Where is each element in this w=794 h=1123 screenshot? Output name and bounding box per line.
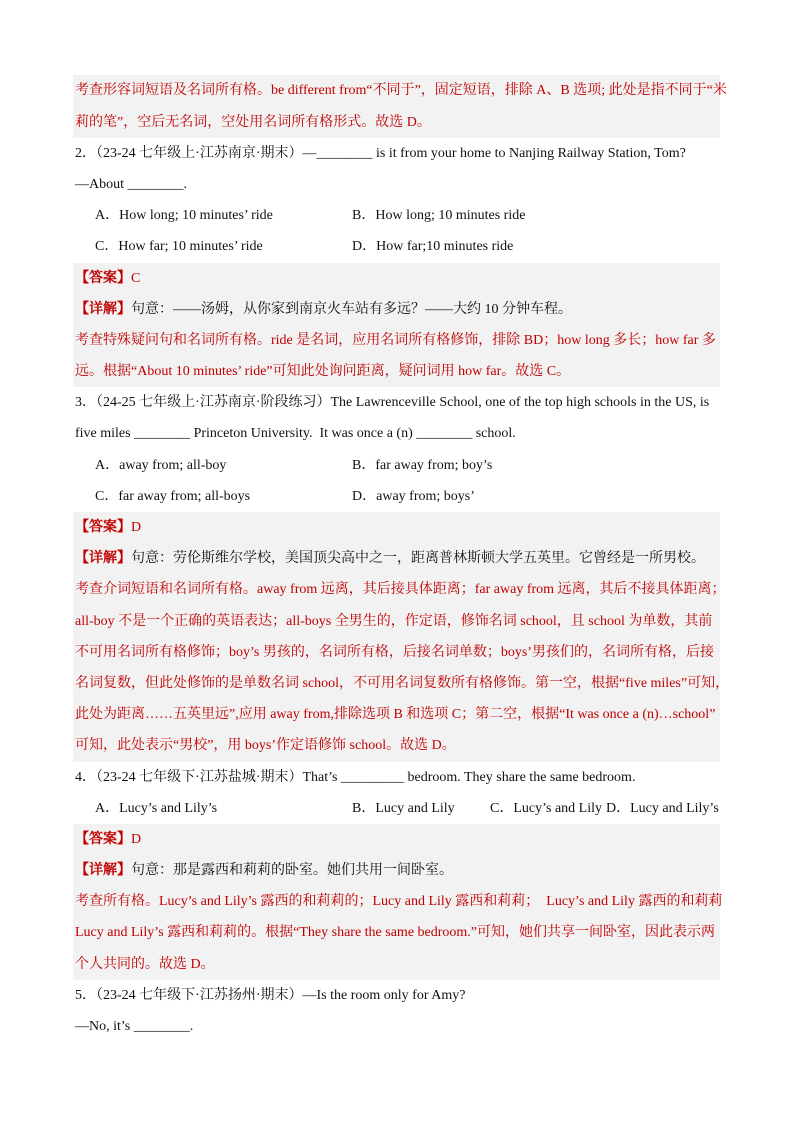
option-d <box>606 793 719 824</box>
question-text-line: —About ________. <box>75 176 187 192</box>
option-d <box>352 231 513 262</box>
question-4 <box>75 762 720 824</box>
question-number: 5． <box>75 987 96 1003</box>
question-text: —________ is it from your home to Nanjing Railway Station, Tom? <box>302 145 686 161</box>
detail-text: 句意：那是露西和莉莉的卧室。她们共用一间卧室。 <box>131 863 453 879</box>
option-b <box>352 200 525 231</box>
answer-label: 【答案】 <box>75 520 131 536</box>
option-letter: D． <box>352 488 377 504</box>
analysis-line: 不可用名词所有格修饰；boy’s 男孩的，名词所有格，后接名词单数；boys’男孩们的，名词所有格，后接 <box>75 644 714 660</box>
analysis-line: 可知，此处表示“男校”，用 boys’作定语修饰 school。故选 D。 <box>75 738 456 754</box>
question-source: （24-25 七年级上·江苏南京·阶段练习） <box>96 395 331 411</box>
option-c <box>490 793 602 824</box>
question-text: The Lawrenceville School, one of the top high schools in the US, is <box>330 395 710 411</box>
question-number: 4． <box>75 769 96 785</box>
option-text: far away from; all-boys <box>118 488 251 504</box>
option-b <box>352 450 492 481</box>
detail-line <box>75 294 720 325</box>
option-letter: B． <box>352 800 376 816</box>
question-number: 3． <box>75 395 96 411</box>
option-letter: D． <box>352 239 377 255</box>
question-2 <box>75 138 720 263</box>
detail-line <box>75 855 720 886</box>
option-text: How far; 10 minutes’ ride <box>118 239 263 255</box>
detail-label: 【详解】 <box>75 551 131 567</box>
question-5 <box>75 980 720 1042</box>
explanation-box-q4 <box>73 824 723 980</box>
option-letter: C． <box>490 800 514 816</box>
explanation-box-q1 <box>73 75 727 137</box>
question-source: （23-24 七年级下·江苏盐城·期末） <box>96 769 303 785</box>
option-letter: C． <box>95 488 119 504</box>
option-letter: D． <box>606 800 631 816</box>
detail-line <box>75 543 720 574</box>
option-text: Lucy’s and Lily’s <box>119 800 218 816</box>
option-a <box>95 200 273 231</box>
question-stem <box>75 138 720 169</box>
option-text: far away from; boy’s <box>375 457 493 473</box>
option-c <box>95 481 250 512</box>
analysis-line: 考查介词短语和名词所有格。away from 远离，其后接具体距离；far away from 远离，其后不接具体距离； <box>75 582 726 598</box>
option-text: How long; 10 minutes ride <box>375 208 526 224</box>
option-text: Lucy and Lily <box>375 800 455 816</box>
options-row <box>75 481 720 512</box>
answer-value: C <box>131 270 141 286</box>
option-text: Lucy and Lily’s <box>630 800 719 816</box>
analysis-line: 莉的笔”，空后无名词，空处用名词所有格形式。故选 D。 <box>75 114 431 130</box>
detail-label: 【详解】 <box>75 863 131 879</box>
question-text-line: five miles ________ Princeton University. It was once a (n) ________ school. <box>75 426 516 442</box>
option-letter: C． <box>95 239 119 255</box>
question-number: 2． <box>75 145 96 161</box>
question-text-line: —No, it’s ________. <box>75 1019 194 1035</box>
question-text: That’s _________ bedroom. They share the same bedroom. <box>302 769 636 785</box>
option-a <box>95 793 217 824</box>
explanation-box-q2 <box>73 263 720 388</box>
analysis-line: 远。根据“About 10 minutes’ ride”可知此处询问距离，疑问词用 how far。故选 C。 <box>75 364 571 380</box>
detail-text: 句意：劳伦斯维尔学校，美国顶尖高中之一，距离普林斯顿大学五英里。它曾经是一所男校。 <box>131 551 705 567</box>
question-source: （23-24 七年级上·江苏南京·期末） <box>96 145 303 161</box>
options-row <box>75 231 720 262</box>
option-text: How far;10 minutes ride <box>376 239 514 255</box>
question-source: （23-24 七年级下·江苏扬州·期末） <box>96 987 303 1003</box>
question-text: —Is the room only for Amy? <box>302 987 466 1003</box>
option-text: Lucy’s and Lily <box>513 800 602 816</box>
question-stem <box>75 980 720 1011</box>
option-letter: A． <box>95 800 120 816</box>
analysis-line: Lucy and Lily’s 露西和莉莉的。根据“They share the same bedroom.”可知，她们共享一间卧室，因此表示两 <box>75 925 716 941</box>
answer-line <box>75 263 720 294</box>
analysis-line: 名词复数，但此处修饰的是单数名词 school，不可用名词复数所有格修饰。第一空，根据“five miles”可知， <box>75 675 730 691</box>
option-letter: B． <box>352 457 376 473</box>
option-text: away from; boys’ <box>376 488 475 504</box>
analysis-line: 个人共同的。故选 D。 <box>75 956 215 972</box>
question-3 <box>75 387 720 512</box>
analysis-line: 考查形容词短语及名词所有格。be different from“不同于”，固定短语，排除 A、B 选项; 此处是指不同于“米 <box>75 83 727 99</box>
answer-label: 【答案】 <box>75 831 131 847</box>
answer-value: D <box>131 520 142 536</box>
option-letter: B． <box>352 208 376 224</box>
analysis-line: 考查特殊疑问句和名词所有格。ride 是名词，应用名词所有格修饰，排除 BD；how long 多长；how far 多 <box>75 332 716 348</box>
analysis-line: 此处为距离……五英里远”,应用 away from,排除选项 B 和选项 C；第二空，根据“It was once a (n)…school” <box>75 707 716 723</box>
option-letter: A． <box>95 208 120 224</box>
answer-line <box>75 824 720 855</box>
options-row <box>75 200 720 231</box>
option-a <box>95 450 226 481</box>
question-stem <box>75 762 720 793</box>
options-row <box>75 793 720 824</box>
answer-line <box>75 512 720 543</box>
option-c <box>95 231 263 262</box>
option-b <box>352 793 455 824</box>
detail-label: 【详解】 <box>75 301 131 317</box>
option-text: away from; all-boy <box>119 457 227 473</box>
answer-value: D <box>131 831 142 847</box>
option-letter: A． <box>95 457 120 473</box>
explanation-box-q3 <box>73 512 730 762</box>
detail-text: 句意：——汤姆，从你家到南京火车站有多远？——大约 10 分钟车程。 <box>131 301 572 317</box>
options-row <box>75 450 720 481</box>
option-d <box>352 481 475 512</box>
answer-label: 【答案】 <box>75 270 131 286</box>
question-stem <box>75 387 720 418</box>
analysis-line: 考查所有格。Lucy’s and Lily’s 露西的和莉莉的；Lucy and Lily 露西和莉莉； Lucy’s and Lily 露西的和莉莉 <box>75 894 723 910</box>
option-text: How long; 10 minutes’ ride <box>119 208 273 224</box>
analysis-line: all-boy 不是一个正确的英语表达；all-boys 全男生的，作定语，修饰名词 school，且 school 为单数，其前 <box>75 613 713 629</box>
